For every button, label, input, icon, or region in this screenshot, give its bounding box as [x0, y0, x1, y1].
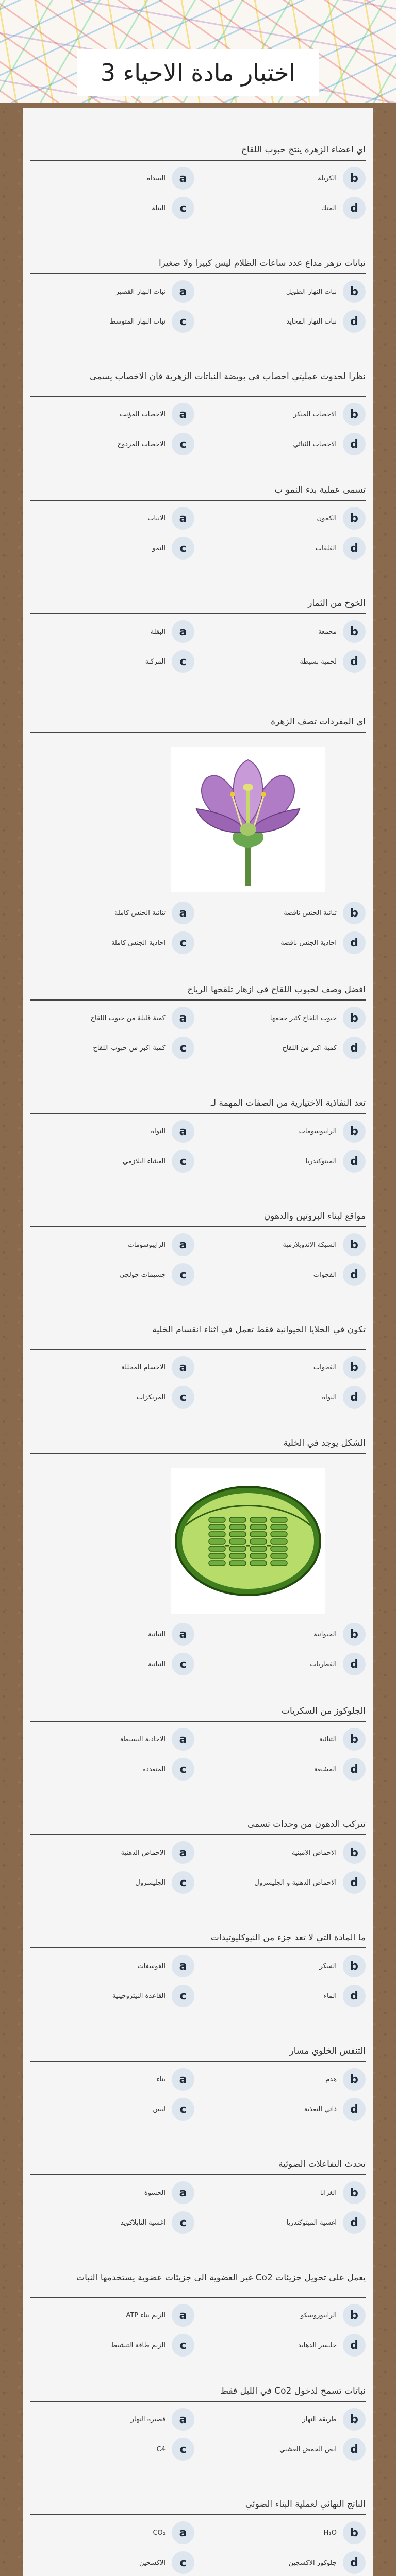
answer-option[interactable]	[202, 2068, 366, 2091]
answer-option[interactable]	[202, 310, 366, 333]
answer-option[interactable]	[202, 1150, 366, 1173]
option-text: هدم	[325, 2075, 337, 2083]
option-letter-badge: c	[172, 1386, 194, 1409]
option-text: الثنائية	[319, 1735, 337, 1743]
question-17	[23, 2272, 373, 2375]
question-2	[23, 258, 373, 361]
question-divider	[30, 1349, 366, 1350]
answer-option[interactable]	[202, 403, 366, 426]
option-letter-badge: b	[343, 167, 366, 190]
option-letter-badge: a	[172, 167, 194, 190]
question-text: اي اعضاء الزهرة ينتج حبوب اللقاح	[241, 145, 366, 155]
option-text: البتلة	[152, 204, 166, 212]
question-text: اي المفردات تصف الزهرة	[271, 717, 366, 727]
answer-option[interactable]	[202, 2334, 366, 2357]
question-divider	[30, 1834, 366, 1835]
question-7	[23, 984, 373, 1087]
option-text: كمية اكبر من اللقاح	[282, 1044, 337, 1052]
option-letter-badge: d	[343, 197, 366, 219]
chloroplast-image	[171, 1468, 325, 1614]
option-letter-badge: b	[343, 620, 366, 643]
option-text: الكمون	[317, 514, 337, 522]
option-letter-badge: b	[343, 1356, 366, 1379]
question-divider	[30, 2401, 366, 2402]
option-letter-badge: a	[172, 280, 194, 303]
question-divider	[30, 396, 366, 397]
option-text: الغرانا	[320, 2189, 337, 2197]
answer-option[interactable]	[30, 2438, 194, 2461]
question-divider	[30, 1453, 366, 1454]
answer-option[interactable]	[202, 1871, 366, 1894]
option-letter-badge: a	[172, 1841, 194, 1864]
answer-option[interactable]	[30, 1150, 194, 1173]
question-18	[23, 2385, 373, 2488]
question-11	[23, 1437, 373, 1705]
option-letter-badge: b	[343, 1728, 366, 1751]
option-text: الرايبوسومات	[127, 1241, 166, 1249]
option-text: احادية الجنس ناقصة	[280, 939, 337, 947]
answer-option[interactable]	[202, 1233, 366, 1256]
answer-option[interactable]	[30, 1871, 194, 1894]
question-14	[23, 1932, 373, 2035]
option-letter-badge: a	[172, 902, 194, 924]
option-letter-badge: a	[172, 620, 194, 643]
question-divider	[30, 500, 366, 501]
option-text: الانبات	[147, 514, 166, 522]
question-sheet	[23, 108, 373, 2576]
option-letter-badge: d	[343, 2211, 366, 2234]
option-text: بناء	[156, 2075, 166, 2083]
option-letter-badge: c	[172, 1653, 194, 1675]
option-letter-badge: b	[343, 2408, 366, 2431]
question-divider	[30, 999, 366, 1001]
answer-option[interactable]	[30, 2521, 194, 2544]
question-text: تسمى عملية بدء النمو ب	[274, 485, 366, 495]
option-text: نبات النهار المتوسط	[109, 317, 166, 326]
option-text: النباتية	[148, 1660, 166, 1668]
option-letter-badge: c	[172, 1758, 194, 1781]
option-text: ثنائية الجنس ناقصة	[284, 909, 337, 917]
option-text: قصيرة النهار	[130, 2415, 166, 2424]
question-5	[23, 598, 373, 701]
question-text: افضل وصف لحبوب اللقاح في ازهار تلقحها الرياح	[187, 985, 366, 995]
option-text: الزيم بناء ATP	[126, 2311, 166, 2319]
question-19	[23, 2499, 373, 2576]
question-text: مواقع لبناء البروتين والدهون	[263, 1211, 366, 1222]
question-15	[23, 2045, 373, 2148]
option-text: C4	[156, 2445, 166, 2453]
option-text: الرايبوزوسكو	[301, 2311, 337, 2319]
answer-option[interactable]	[30, 2068, 194, 2091]
question-text: ما المادة التي لا تعد جزء من النيوكليوتيدات	[210, 1933, 366, 1943]
option-text: طريقة النهار	[302, 2415, 337, 2424]
question-divider	[30, 1947, 366, 1948]
answer-option[interactable]	[202, 1985, 366, 2007]
question-text: تعد النفاذية الاختيارية من الصفات المهمة لـ	[210, 1098, 366, 1108]
answer-option[interactable]	[30, 2334, 194, 2357]
option-text: نبات النهار القصير	[116, 287, 166, 296]
option-text: CO₂	[153, 2529, 166, 2537]
option-letter-badge: b	[343, 280, 366, 303]
option-letter-badge: b	[343, 902, 366, 924]
option-letter-badge: d	[343, 537, 366, 560]
answer-option[interactable]	[202, 1037, 366, 1059]
option-letter-badge: c	[172, 650, 194, 673]
answer-option[interactable]	[30, 1955, 194, 1977]
option-text: النواة	[151, 1127, 166, 1136]
question-text: نظرا لحدوث عمليتي اخصاب في بويضة النباتات الزهرية فان الاخصاب يسمى	[90, 371, 366, 382]
option-letter-badge: d	[343, 2098, 366, 2121]
option-letter-badge: a	[172, 403, 194, 426]
page-title: اختبار مادة الاحياء 3	[100, 59, 296, 87]
answer-option[interactable]	[202, 1263, 366, 1286]
question-divider	[30, 2297, 366, 2298]
answer-option[interactable]	[202, 2181, 366, 2204]
option-text: الاخصاب المزدوج	[117, 440, 166, 448]
option-text: الحشوة	[144, 2189, 166, 2197]
option-letter-badge: a	[172, 2521, 194, 2544]
option-letter-badge: c	[172, 931, 194, 954]
question-divider	[30, 2514, 366, 2515]
answer-option[interactable]	[202, 2521, 366, 2544]
answer-option[interactable]	[30, 2408, 194, 2431]
option-text: النباتية	[148, 1630, 166, 1638]
option-text: المريكزات	[136, 1393, 166, 1401]
answer-option[interactable]	[30, 1233, 194, 1256]
option-letter-badge: c	[172, 310, 194, 333]
option-text: الفجوات	[313, 1363, 337, 1371]
option-letter-badge: c	[172, 2098, 194, 2121]
question-6	[23, 716, 373, 984]
option-text: لحمية بسيطة	[300, 657, 337, 666]
option-text: المتعددة	[142, 1765, 166, 1773]
option-text: الرايبوسومات	[299, 1127, 337, 1136]
question-text: تحدث التفاعلات الضوئية	[278, 2159, 366, 2170]
option-letter-badge: d	[343, 1985, 366, 2007]
option-letter-badge: b	[343, 1623, 366, 1646]
question-text: تكون في الخلايا الحيوانية فقط تعمل في اثناء انقسام الخلية	[152, 1325, 366, 1335]
option-letter-badge: b	[343, 1007, 366, 1029]
option-text: مجمعة	[318, 628, 337, 636]
option-text: اغشية الثايلاكويد	[120, 2218, 166, 2227]
option-text: الاكسجين	[139, 2558, 166, 2567]
question-1	[23, 144, 373, 247]
question-3	[23, 371, 373, 474]
option-letter-badge: d	[343, 1386, 366, 1409]
answer-option[interactable]	[202, 2211, 366, 2234]
option-text: القاعدة النيتروجينية	[112, 1992, 166, 2000]
answer-option[interactable]	[202, 2304, 366, 2327]
option-letter-badge: d	[343, 2551, 366, 2574]
question-text: تتركب الدهون من وحدات تسمى	[247, 1819, 366, 1829]
answer-option[interactable]	[202, 1728, 366, 1751]
answer-option[interactable]	[30, 1386, 194, 1409]
option-letter-badge: a	[172, 1356, 194, 1379]
question-9	[23, 1211, 373, 1314]
option-text: السداة	[146, 174, 166, 182]
option-letter-badge: a	[172, 1233, 194, 1256]
option-text: النمو	[152, 544, 166, 552]
option-text: جسيمات جولجي	[119, 1270, 166, 1279]
question-divider	[30, 732, 366, 733]
option-text: اغشية الميتوكندريا	[286, 2218, 337, 2227]
answer-option[interactable]	[30, 1007, 194, 1029]
answer-option[interactable]	[30, 1037, 194, 1059]
option-text: البقلة	[150, 628, 166, 636]
answer-option[interactable]	[202, 620, 366, 643]
option-text: جلوكوز الاكسجين	[288, 2558, 337, 2567]
answer-option[interactable]	[30, 537, 194, 560]
option-letter-badge: b	[343, 2304, 366, 2327]
option-letter-badge: b	[343, 1955, 366, 1977]
option-text: كمية اكبر من حبوب اللقاح	[93, 1044, 166, 1052]
option-letter-badge: a	[172, 1007, 194, 1029]
question-text: الشكل يوجد في الخلية	[283, 1438, 366, 1448]
option-text: الجليسرول	[135, 1878, 166, 1887]
answer-option[interactable]	[202, 1007, 366, 1029]
answer-option[interactable]	[30, 1653, 194, 1675]
answer-option[interactable]	[202, 1356, 366, 1379]
answer-option[interactable]	[30, 1120, 194, 1143]
answer-option[interactable]	[30, 433, 194, 455]
option-text: الفوسفات	[137, 1962, 166, 1970]
answer-option[interactable]	[202, 1653, 366, 1675]
option-text: الاخصاب الثنائي	[293, 440, 337, 448]
option-letter-badge: b	[343, 2181, 366, 2204]
question-12	[23, 1705, 373, 1808]
option-letter-badge: d	[343, 2438, 366, 2461]
question-divider	[30, 2061, 366, 2062]
option-letter-badge: a	[172, 2181, 194, 2204]
option-text: النواة	[322, 1393, 337, 1401]
answer-option[interactable]	[30, 197, 194, 219]
option-letter-badge: b	[343, 1841, 366, 1864]
answer-option[interactable]	[202, 507, 366, 530]
option-text: نبات النهار المحايد	[286, 317, 337, 326]
question-divider	[30, 2174, 366, 2175]
option-text: الاحماض الامينية	[291, 1849, 337, 1857]
option-letter-badge: c	[172, 1037, 194, 1059]
answer-option[interactable]	[30, 2551, 194, 2574]
option-text: ايض الحمض العشبي	[279, 2445, 337, 2453]
option-letter-badge: a	[172, 2304, 194, 2327]
option-letter-badge: c	[172, 2334, 194, 2357]
answer-option[interactable]	[30, 280, 194, 303]
answer-option[interactable]	[202, 2098, 366, 2121]
option-text: الاخصاب المؤنث	[120, 410, 166, 418]
option-letter-badge: a	[172, 1120, 194, 1143]
option-letter-badge: c	[172, 1871, 194, 1894]
answer-option[interactable]	[202, 433, 366, 455]
option-text: حبوب اللقاح كثير حجمها	[270, 1014, 337, 1022]
option-text: الاحماض الدهنية و الجليسرول	[254, 1878, 337, 1887]
option-letter-badge: c	[172, 2551, 194, 2574]
option-letter-badge: d	[343, 931, 366, 954]
question-divider	[30, 273, 366, 274]
question-text: الجلوكوز من السكريات	[282, 1706, 366, 1716]
answer-option[interactable]	[30, 2098, 194, 2121]
option-letter-badge: c	[172, 197, 194, 219]
option-letter-badge: d	[343, 650, 366, 673]
answer-option[interactable]	[202, 1623, 366, 1646]
answer-option[interactable]	[30, 403, 194, 426]
answer-option[interactable]	[202, 167, 366, 190]
option-letter-badge: a	[172, 1623, 194, 1646]
option-text: H₂O	[323, 2529, 337, 2537]
answer-option[interactable]	[30, 507, 194, 530]
answer-option[interactable]	[30, 1758, 194, 1781]
answer-option[interactable]	[202, 537, 366, 560]
question-13	[23, 1819, 373, 1922]
option-text: السكر	[319, 1962, 337, 1970]
question-8	[23, 1097, 373, 1200]
answer-option[interactable]	[202, 902, 366, 924]
option-text: ثنائية الجنس كاملة	[114, 909, 166, 917]
option-letter-badge: a	[172, 2068, 194, 2091]
question-text: يعمل على تحويل جزيئات Co2 غير العضوية الى جزيئات عضوية يستخدمها النبات	[76, 2273, 366, 2283]
option-text: الغشاء البلازمي	[123, 1157, 166, 1165]
option-text: المتك	[321, 204, 337, 212]
answer-option[interactable]	[30, 1263, 194, 1286]
option-text: الكربلة	[318, 174, 337, 182]
option-text: الاخصاب المنكر	[293, 410, 337, 418]
option-letter-badge: b	[343, 1120, 366, 1143]
answer-option[interactable]	[30, 931, 194, 954]
question-4	[23, 484, 373, 587]
flower-image	[171, 747, 325, 892]
option-letter-badge: a	[172, 507, 194, 530]
option-text: المركبة	[145, 657, 166, 666]
option-letter-badge: b	[343, 2068, 366, 2091]
option-letter-badge: b	[343, 1233, 366, 1256]
option-text: الشبكة الاندوبلازمية	[283, 1241, 337, 1249]
option-text: احادية الجنس كاملة	[111, 939, 166, 947]
option-text: الفطريات	[310, 1660, 337, 1668]
answer-option[interactable]	[30, 1841, 194, 1864]
answer-option[interactable]	[30, 2211, 194, 2234]
option-letter-badge: d	[343, 1758, 366, 1781]
option-text: نبات النهار الطويل	[286, 287, 337, 296]
option-letter-badge: c	[172, 537, 194, 560]
option-text: الفلقات	[315, 544, 337, 552]
answer-option[interactable]	[202, 197, 366, 219]
option-letter-badge: d	[343, 1263, 366, 1286]
option-letter-badge: d	[343, 1037, 366, 1059]
option-text: الفجوات	[313, 1270, 337, 1279]
answer-option[interactable]	[30, 2304, 194, 2327]
question-divider	[30, 1226, 366, 1227]
option-text: جليسر الدهايد	[298, 2341, 337, 2349]
option-letter-badge: d	[343, 433, 366, 455]
option-letter-badge: c	[172, 433, 194, 455]
option-text: كمية قليلة من حبوب اللقاح	[90, 1014, 166, 1022]
answer-option[interactable]	[30, 1623, 194, 1646]
option-letter-badge: d	[343, 1653, 366, 1675]
answer-option[interactable]	[30, 650, 194, 673]
option-letter-badge: d	[343, 310, 366, 333]
question-10	[23, 1324, 373, 1427]
answer-option[interactable]	[30, 1356, 194, 1379]
option-letter-badge: c	[172, 1985, 194, 2007]
answer-option[interactable]	[202, 2408, 366, 2431]
question-text: نباتات تسمح لدخول Co2 في الليل فقط	[220, 2386, 366, 2396]
answer-option[interactable]	[30, 1985, 194, 2007]
option-letter-badge: d	[343, 2334, 366, 2357]
answer-option[interactable]	[202, 1955, 366, 1977]
answer-option[interactable]	[202, 2438, 366, 2461]
option-letter-badge: a	[172, 1955, 194, 1977]
answer-option[interactable]	[202, 1841, 366, 1864]
question-text: الناتج النهائي لعملية البناء الضوئي	[245, 2499, 366, 2510]
question-divider	[30, 160, 366, 161]
option-text: الاحادية البسيطة	[120, 1735, 166, 1743]
question-text: نباتات تزهر مداع عدد ساعات الظلام ليس كبيرا ولا صغيرا	[158, 258, 366, 268]
option-text: الاحماض الدهنية	[121, 1849, 166, 1857]
answer-option[interactable]	[30, 1728, 194, 1751]
answer-option[interactable]	[30, 620, 194, 643]
question-text: الخوخ من الثمار	[308, 598, 366, 608]
option-text: الميتوكندريا	[305, 1157, 337, 1165]
title-box	[77, 49, 319, 96]
option-letter-badge: d	[343, 1871, 366, 1894]
option-text: ذاتي التغذية	[304, 2105, 337, 2113]
option-letter-badge: c	[172, 1150, 194, 1173]
answer-option[interactable]	[202, 280, 366, 303]
option-letter-badge: b	[343, 403, 366, 426]
answer-option[interactable]	[30, 310, 194, 333]
option-text: ليس	[153, 2105, 166, 2113]
option-text: الاجسام المحللة	[121, 1363, 166, 1371]
option-letter-badge: a	[172, 2408, 194, 2431]
option-text: الحيوانية	[314, 1630, 337, 1638]
answer-option[interactable]	[202, 1758, 366, 1781]
option-text: الماء	[323, 1992, 337, 2000]
option-letter-badge: c	[172, 1263, 194, 1286]
option-letter-badge: b	[343, 507, 366, 530]
option-letter-badge: c	[172, 2438, 194, 2461]
option-letter-badge: a	[172, 1728, 194, 1751]
option-letter-badge: b	[343, 2521, 366, 2544]
answer-option[interactable]	[202, 1120, 366, 1143]
answer-option[interactable]	[30, 2181, 194, 2204]
option-text: الزيم طاقة التنشيط	[110, 2341, 166, 2349]
option-text: المشبعة	[314, 1765, 337, 1773]
header-banner	[0, 0, 396, 103]
question-divider	[30, 613, 366, 614]
option-letter-badge: c	[172, 2211, 194, 2234]
question-divider	[30, 1721, 366, 1722]
question-text: التنفس الخلوي مسار	[289, 2046, 366, 2056]
answer-option[interactable]	[30, 167, 194, 190]
answer-option[interactable]	[202, 2551, 366, 2574]
option-letter-badge: d	[343, 1150, 366, 1173]
answer-option[interactable]	[202, 931, 366, 954]
answer-option[interactable]	[202, 650, 366, 673]
answer-option[interactable]	[30, 902, 194, 924]
answer-option[interactable]	[202, 1386, 366, 1409]
question-16	[23, 2159, 373, 2262]
question-divider	[30, 1113, 366, 1114]
